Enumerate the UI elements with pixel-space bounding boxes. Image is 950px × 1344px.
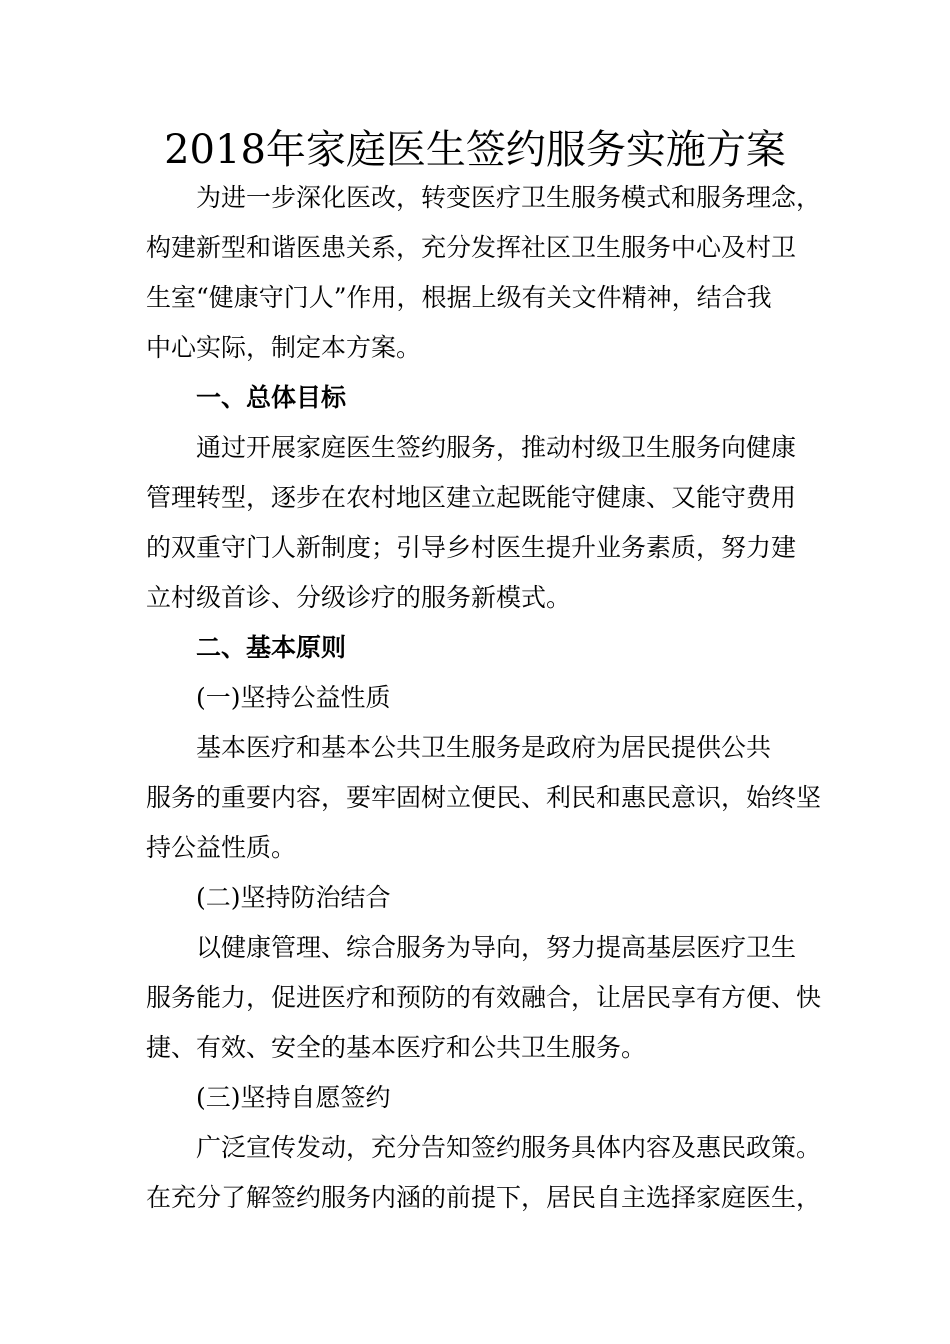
paragraph-line: 持公益性质。 [146, 833, 297, 862]
document-title: 2018年家庭医生签约服务实施方案 [164, 127, 786, 173]
paragraph-line: 的双重守门人新制度；引导乡村医生提升业务素质，努力建 [146, 533, 797, 562]
section-heading: 二、基本原则 [196, 633, 347, 662]
paragraph-line: 立村级首诊、分级诊疗的服务新模式。 [146, 583, 572, 612]
paragraph-line: 生室“健康守门人”作用，根据上级有关文件精神，结合我 [146, 283, 772, 312]
paragraph-line: 管理转型，逐步在农村地区建立起既能守健康、又能守费用 [146, 483, 797, 512]
paragraph-line: 以健康管理、综合服务为导向，努力提高基层医疗卫生 [196, 933, 797, 962]
paragraph-line: 捷、有效、安全的基本医疗和公共卫生服务。 [146, 1033, 647, 1062]
paragraph-line: 广泛宣传发动，充分告知签约服务具体内容及惠民政策。 [196, 1133, 822, 1162]
section-heading: 一、总体目标 [196, 383, 347, 412]
paragraph-line: 基本医疗和基本公共卫生服务是政府为居民提供公共 [196, 733, 772, 762]
paragraph-line: 服务能力，促进医疗和预防的有效融合，让居民享有方便、快 [146, 983, 822, 1012]
paragraph-line: 构建新型和谐医患关系，充分发挥社区卫生服务中心及村卫 [146, 233, 797, 262]
paragraph-line: 通过开展家庭医生签约服务，推动村级卫生服务向健康 [196, 433, 797, 462]
subsection-heading: (三)坚持自愿签约 [196, 1083, 391, 1112]
paragraph-line: 在充分了解签约服务内涵的前提下，居民自主选择家庭医生， [146, 1183, 822, 1212]
subsection-heading: (二)坚持防治结合 [196, 883, 391, 912]
paragraph-line: 为进一步深化医改，转变医疗卫生服务模式和服务理念， [196, 183, 822, 212]
paragraph-line: 服务的重要内容，要牢固树立便民、利民和惠民意识，始终坚 [146, 783, 822, 812]
paragraph-line: 中心实际，制定本方案。 [146, 333, 422, 362]
subsection-heading: (一)坚持公益性质 [196, 683, 391, 712]
